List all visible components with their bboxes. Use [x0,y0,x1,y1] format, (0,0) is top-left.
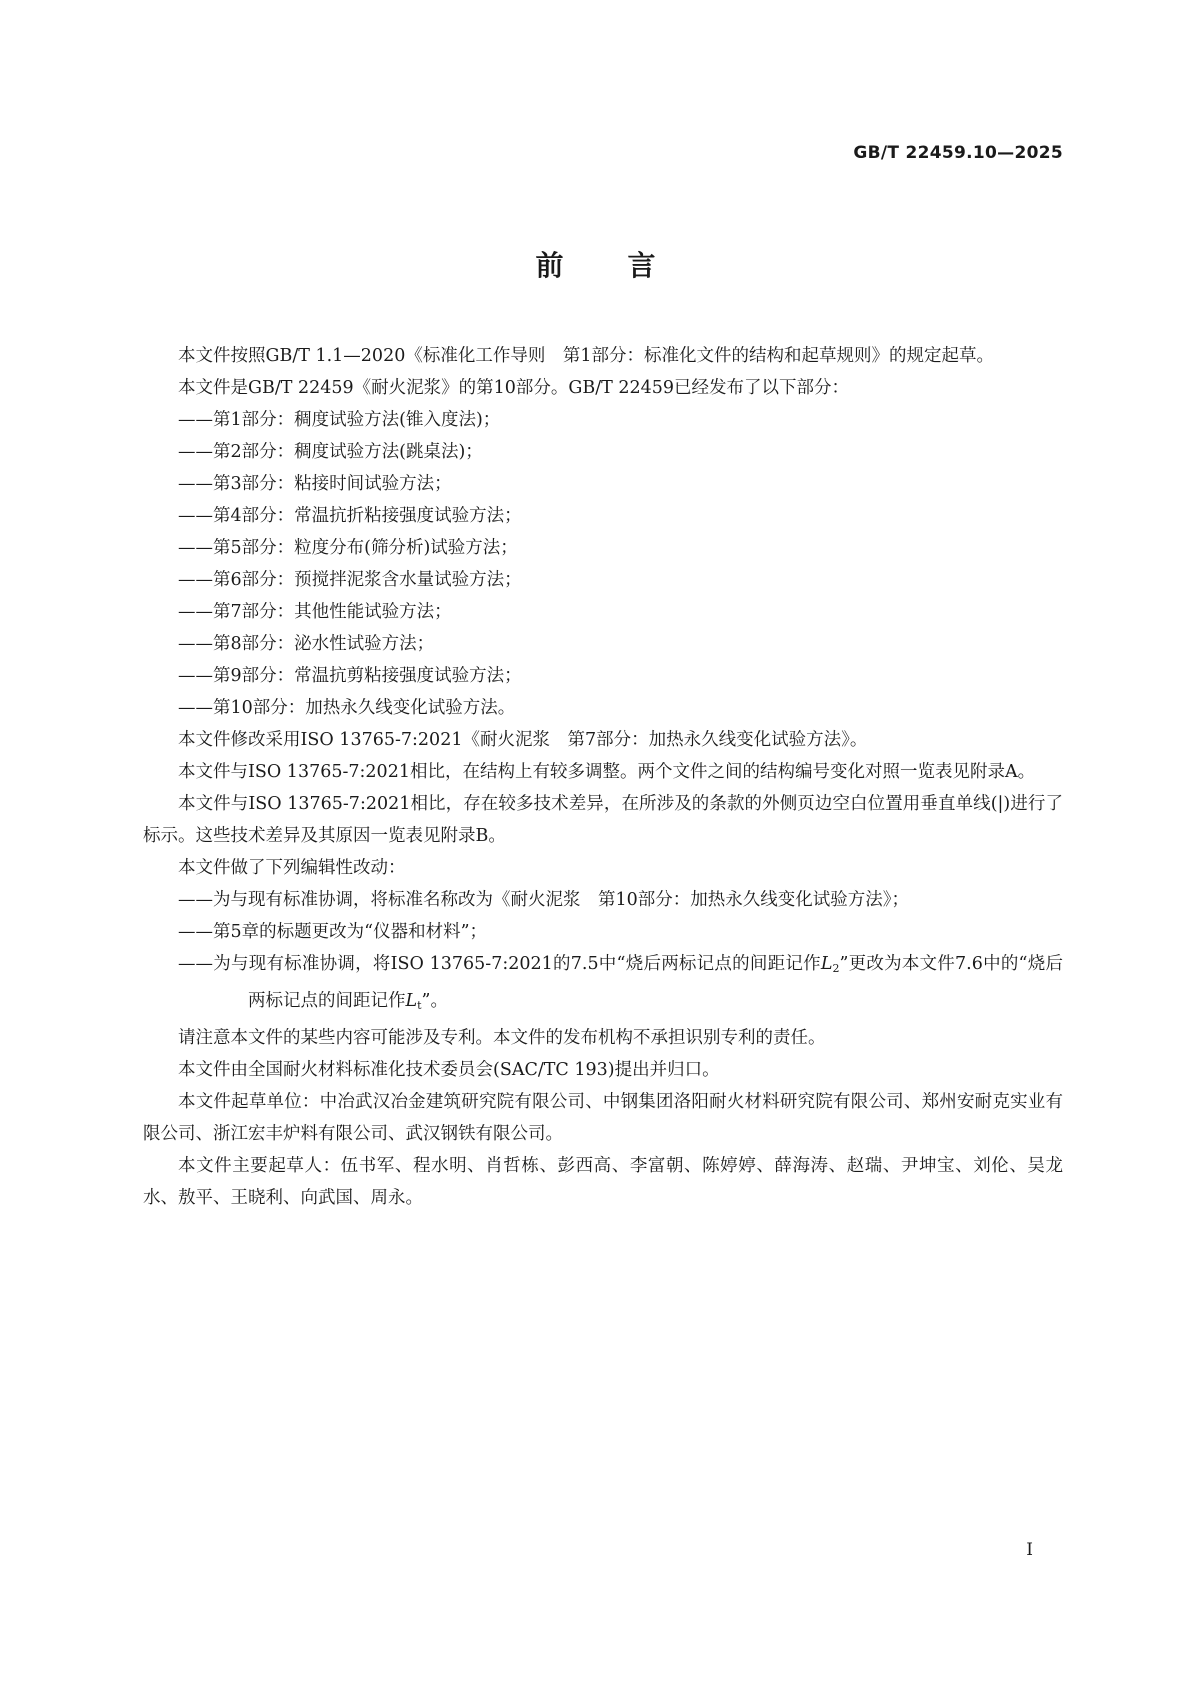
variable-subscript: t [417,999,422,1012]
list-item-part: ——第5部分：粒度分布(筛分析)试验方法； [178,538,518,558]
list-item-part: ——第10部分：加热永久线变化试验方法。 [178,698,516,718]
list-item-part: ——第1部分：稠度试验方法(锥入度法)； [178,410,501,430]
title-char-2: 言 [627,249,656,282]
list-item-edit [143,948,1063,1022]
foreword-body [143,340,1063,1214]
paragraph-patent-notice: 请注意本文件的某些内容可能涉及专利。本文件的发布机构不承担识别专利的责任。 [178,1028,826,1048]
list-item-part: ——第2部分：稠度试验方法(跳桌法)； [178,442,483,462]
standard-number: GB/T 22459.10—2025 [853,143,1063,163]
paragraph-committee: 本文件由全国耐火材料标准化技术委员会(SAC/TC 193)提出并归口。 [178,1060,720,1080]
list-item-part: ——第6部分：预搅拌泥浆含水量试验方法； [178,570,522,590]
list-item-part: ——第4部分：常温抗折粘接强度试验方法； [178,506,522,526]
paragraph-drafting-units: 本文件起草单位：中冶武汉冶金建筑研究院有限公司、中钢集团洛阳耐火材料研究院有限公司、郑州安耐克实业有限公司、浙江宏丰炉料有限公司、武汉钢铁有限公司。 [143,1092,1063,1144]
title-char-1: 前 [535,249,564,282]
page-title [0,244,1191,284]
variable-subscript: 2 [832,962,840,975]
variable-l: L [820,954,833,974]
paragraph-drafters: 本文件主要起草人：伍书军、程水明、肖哲栋、彭西高、李富朝、陈婷婷、薛海涛、赵瑞、尹坤宝、刘伦、吴龙水、敖平、王晓利、向武国、周永。 [143,1156,1063,1208]
paragraph-series-intro: 本文件是GB/T 22459《耐火泥浆》的第10部分。GB/T 22459已经发布了以下部分： [178,378,850,398]
paragraph-adoption: 本文件修改采用ISO 13765-7:2021《耐火泥浆 第7部分：加热永久线变化试验方法》。 [178,730,868,750]
list-item-edit: ——为与现有标准协调，将标准名称改为《耐火泥浆 第10部分：加热永久线变化试验方法》； [178,890,910,910]
list-item-part: ——第9部分：常温抗剪粘接强度试验方法； [178,666,522,686]
paragraph-editorial-intro: 本文件做了下列编辑性改动： [178,858,406,878]
list-item-part: ——第3部分：粘接时间试验方法； [178,474,452,494]
edit-text: ——为与现有标准协调，将ISO 13765-7:2021的7.5中“烧后两标记点的间距记作 [178,954,821,974]
paragraph-structure-changes: 本文件与ISO 13765-7:2021相比，在结构上有较多调整。两个文件之间的结构编号变化对照一览表见附录A。 [178,762,1036,782]
paragraph-technical-differences: 本文件与ISO 13765-7:2021相比，存在较多技术差异，在所涉及的条款的外侧页边空白位置用垂直单线(|)进行了标示。这些技术差异及其原因一览表见附录B。 [143,794,1063,846]
variable-l: L [405,991,418,1011]
page-number: I [1026,1540,1033,1560]
list-item-part: ——第7部分：其他性能试验方法； [178,602,452,622]
list-item-part: ——第8部分：泌水性试验方法； [178,634,435,654]
paragraph-drafting-rules: 本文件按照GB/T 1.1—2020《标准化工作导则 第1部分：标准化文件的结构和起草规则》的规定起草。 [178,346,994,366]
list-item-edit: ——第5章的标题更改为“仪器和材料”； [178,922,488,942]
edit-text: ”。 [421,991,448,1011]
edit-text: ”更改为本文件7.6中的“烧后两标记点的间距记作 [248,954,1063,1011]
